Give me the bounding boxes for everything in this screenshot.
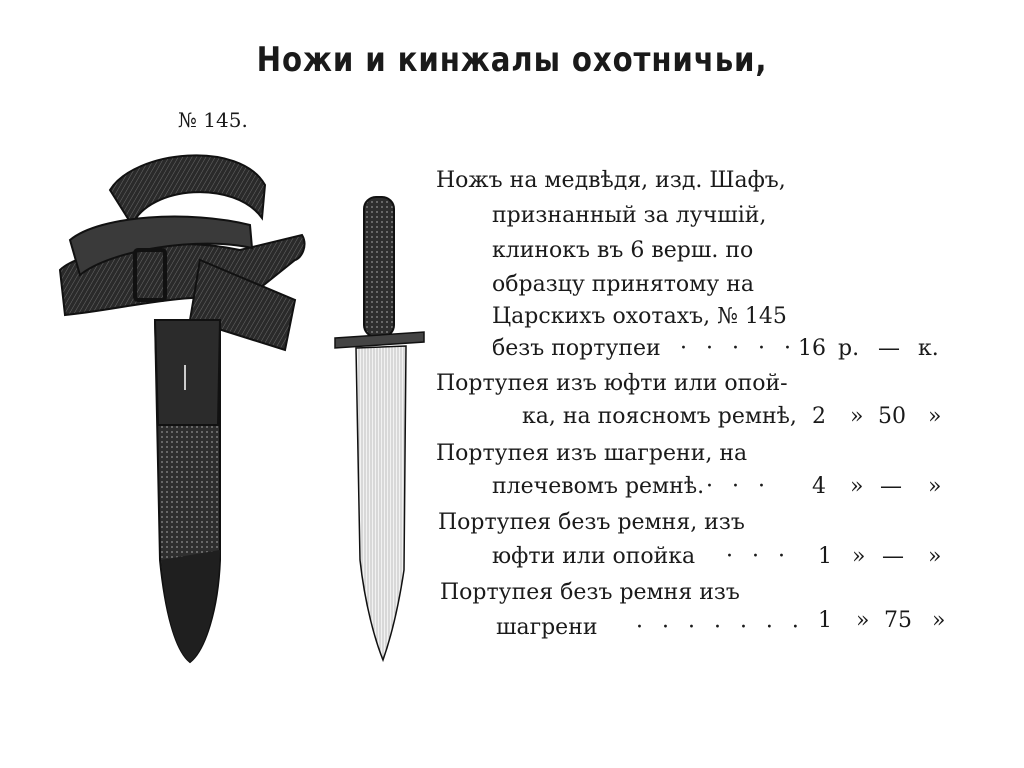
entry-line: клинокъ въ 6 верш. по	[492, 238, 754, 263]
price-kop: 50	[878, 404, 906, 429]
price-rub-unit: р.	[838, 336, 860, 361]
entry-line: образцу принятому на	[492, 272, 754, 297]
price-kop-unit: »	[932, 608, 946, 633]
price-rub: 1	[818, 544, 832, 569]
dot-leader: · · · · ·	[680, 336, 797, 361]
price-kop: —	[880, 474, 902, 499]
price-kop: 75	[884, 608, 912, 633]
price-rub-unit: »	[852, 544, 866, 569]
page-title: Ножи и кинжалы охотничьи,	[256, 40, 768, 80]
price-rub-unit: »	[856, 608, 870, 633]
price-kop: —	[882, 544, 904, 569]
price-rub: 1	[818, 608, 832, 633]
hunting-knife	[335, 197, 424, 660]
price-kop-unit: к.	[918, 336, 939, 361]
price-kop-unit: »	[928, 404, 942, 429]
knife-and-sheath-illustration	[40, 140, 460, 670]
price-rub: 2	[812, 404, 826, 429]
entry-line: Портупея изъ юфти или опой-	[436, 371, 788, 396]
entry-line: ка, на поясномъ ремнѣ,	[522, 404, 797, 429]
dot-leader: · · · · · · ·	[636, 615, 805, 640]
price-kop-unit: »	[928, 544, 942, 569]
entry-line: Царскихъ охотахъ, № 145	[492, 304, 787, 329]
entry-line: плечевомъ ремнѣ.	[492, 474, 705, 499]
dot-leader: · · ·	[726, 544, 791, 569]
entry-line: Ножъ на медвѣдя, изд. Шафъ,	[436, 168, 786, 193]
price-rub: 16	[798, 336, 826, 361]
price-kop: —	[878, 336, 900, 361]
item-number: № 145.	[178, 108, 248, 132]
entry-line: безъ портупеи	[492, 336, 661, 361]
entry-line: Портупея безъ ремня изъ	[440, 580, 740, 605]
entry-line: шагрени	[496, 615, 598, 640]
price-rub-unit: »	[850, 404, 864, 429]
price-rub-unit: »	[850, 474, 864, 499]
dot-leader: · · ·	[706, 474, 771, 499]
entry-line: Портупея изъ шагрени, на	[436, 441, 748, 466]
price-kop-unit: »	[928, 474, 942, 499]
sheath	[155, 320, 220, 662]
entry-line: юфти или опойка	[492, 544, 696, 569]
price-rub: 4	[812, 474, 826, 499]
entry-line: Портупея безъ ремня, изъ	[438, 510, 745, 535]
entry-line: признанный за лучшій,	[492, 203, 767, 228]
